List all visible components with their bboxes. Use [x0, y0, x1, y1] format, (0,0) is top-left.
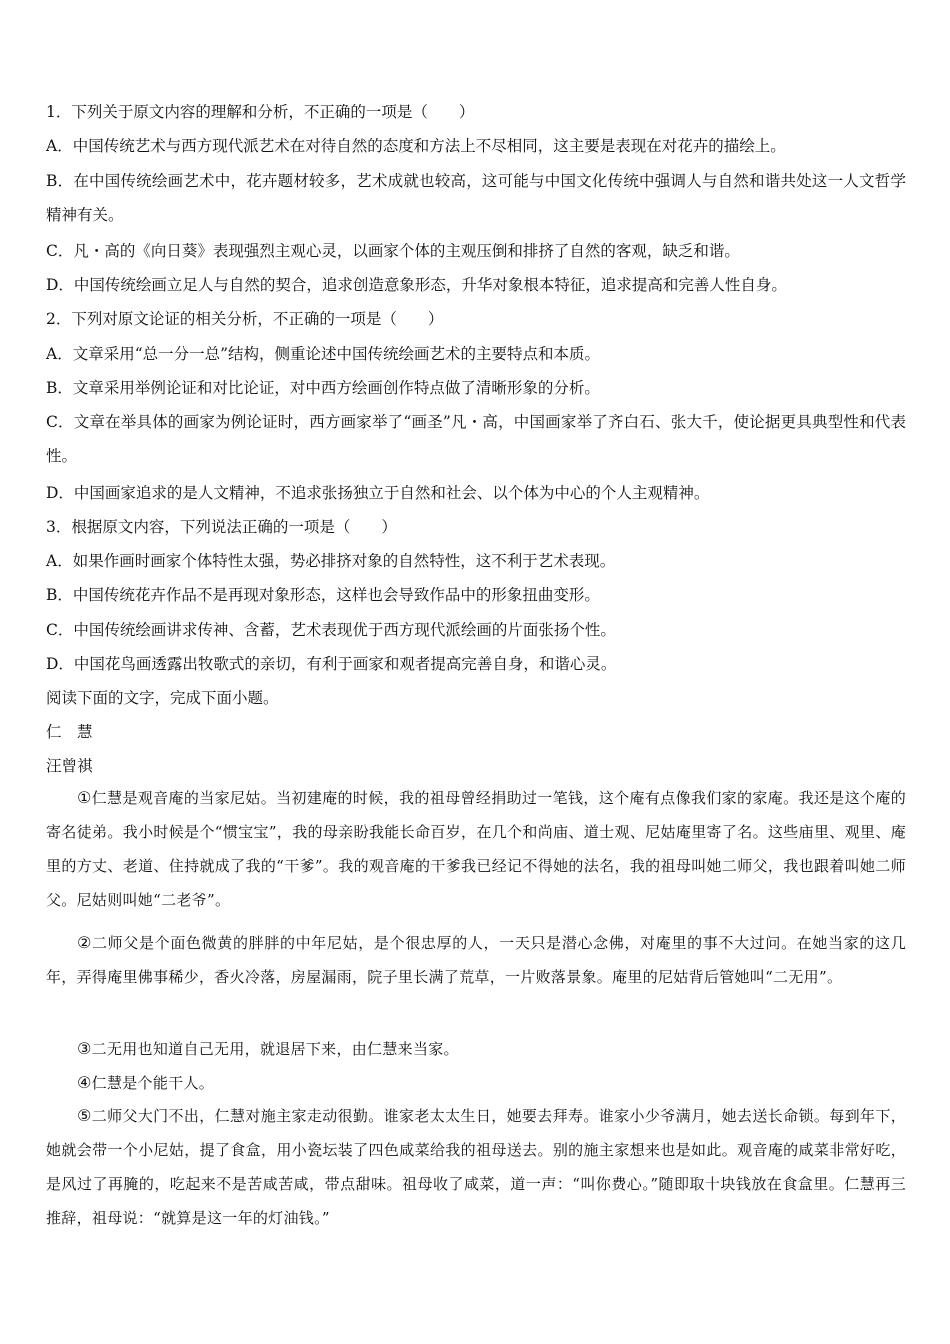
paragraph-text: 仁慧是个能干人。	[91, 1074, 215, 1092]
question-1-option-a: A．中国传统艺术与西方现代派艺术在对待自然的态度和方法上不尽相同，这主要是表现在对花卉的描绘上。	[46, 137, 786, 155]
question-3-option-c: C．中国传统绘画讲求传神、含蓄，艺术表现优于西方现代派绘画的片面张扬个性。	[46, 621, 616, 639]
paragraph-number: ⑤	[77, 1106, 92, 1125]
paragraph-text: 仁慧是观音庵的当家尼姑。当初建庵的时候，我的祖母曾经捐助过一笔钱，这个庵有点像我们家的家庵。我还是这个庵的寄名徒弟。我小时候是个“惯宝宝”，我的母亲盼我能长命百岁，在几个和尚庙、道士观、尼姑庵里寄了名。这些庙里、观里、庵里的方丈、老道、住持就成了我的“干爹”。我的观音庵的干爹我已经记不得她的法名，我的祖母叫她二师父，我也跟着叫她二师父。尼姑则叫她“二老爷”。	[46, 789, 906, 909]
paragraph-text: 二师父大门不出，仁慧对施主家走动很勤。谁家老太太生日，她要去拜寿。谁家小少爷满月，她去送长命锁。每到年下，她就会带一个小尼姑，提了食盒，用小瓷坛装了四色咸菜给我的祖母送去。别的施主家想来也是如此。观音庵的咸菜非常好吃，是风过了再腌的，吃起来不是苦咸苦咸，带点甜味。祖母收了咸菜，道一声：“叫你费心。”随即取十块钱放在食盒里。仁慧再三推辞，祖母说：“就算是这一年的灯油钱。”	[46, 1107, 906, 1227]
question-2-option-d: D．中国画家追求的是人文精神，不追求张扬独立于自然和社会、以个体为中心的个人主观精神。	[46, 484, 710, 502]
paragraph-number: ④	[77, 1073, 92, 1092]
question-3-stem: 3．根据原文内容，下列说法正确的一项是（ ）	[46, 518, 397, 536]
passage-author: 汪曾祺	[46, 757, 93, 775]
paragraph-text: 二师父是个面色微黄的胖胖的中年尼姑，是个很忠厚的人，一天只是潜心念佛，对庵里的事不大过问。在她当家的这几年，弄得庵里佛事稀少，香火冷落，房屋漏雨，院子里长满了荒草，一片败落景象。庵里的尼姑背后管她叫“二无用”。	[46, 934, 906, 986]
paragraph-5	[46, 1099, 906, 1235]
paragraph-number: ③	[77, 1039, 92, 1058]
question-1-option-c: C．凡・高的《向日葵》表现强烈主观心灵，以画家个体的主观压倒和排挤了自然的客观，缺乏和谐。	[46, 242, 740, 260]
question-3-option-b: B．中国传统花卉作品不是再现对象形态，这样也会导致作品中的形象扭曲变形。	[46, 586, 600, 604]
question-2-option-b: B．文章采用举例论证和对比论证，对中西方绘画创作特点做了清晰形象的分析。	[46, 379, 600, 397]
paragraph-2	[46, 926, 906, 994]
question-2-option-c: C．文章在举具体的画家为例论证时，西方画家举了“画圣”凡・高，中国画家举了齐白石、张大千，使论据更具典型性和代表性。	[46, 413, 906, 465]
reading-instruction: 阅读下面的文字，完成下面小题。	[46, 689, 279, 707]
paragraph-text: 二无用也知道自己无用，就退居下来，由仁慧来当家。	[91, 1040, 459, 1058]
question-1-option-b: B．在中国传统绘画艺术中，花卉题材较多，艺术成就也较高，这可能与中国文化传统中强调人与自然和谐共处这一人文哲学精神有关。	[46, 172, 906, 224]
paragraph-number: ②	[77, 933, 93, 952]
paragraph-number: ①	[77, 788, 92, 807]
question-3-option-a: A．如果作画时画家个体特性太强，势必排挤对象的自然特性，这不利于艺术表现。	[46, 552, 616, 570]
question-2-stem: 2．下列对原文论证的相关分析，不正确的一项是（ ）	[46, 310, 444, 328]
paragraph-3	[46, 1032, 906, 1066]
question-1-option-d: D．中国传统绘画立足人与自然的契合，追求创造意象形态，升华对象根本特征，追求提高和完善人性自身。	[46, 276, 787, 294]
paragraph-4	[46, 1066, 906, 1100]
paragraph-1	[46, 781, 906, 917]
question-2-option-a: A．文章采用“总一分一总”结构，侧重论述中国传统绘画艺术的主要特点和本质。	[46, 345, 601, 363]
passage-title: 仁 慧	[46, 723, 93, 741]
question-3-option-d: D．中国花鸟画透露出牧歌式的亲切，有利于画家和观者提高完善自身，和谐心灵。	[46, 655, 617, 673]
question-1-stem: 1．下列关于原文内容的理解和分析，不正确的一项是（ ）	[46, 103, 475, 121]
